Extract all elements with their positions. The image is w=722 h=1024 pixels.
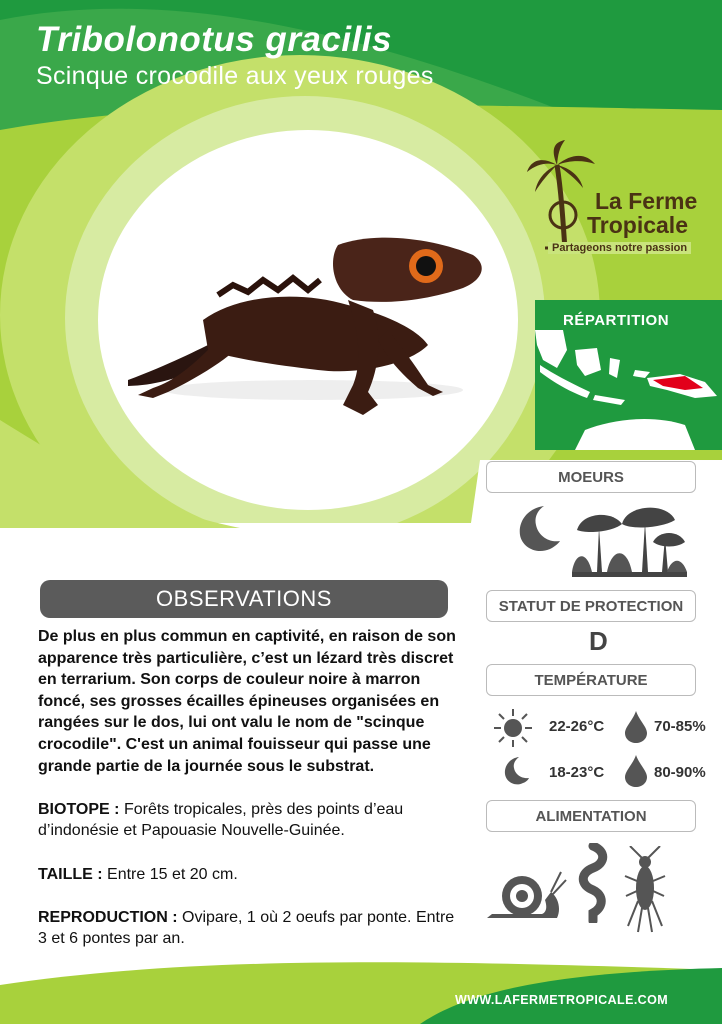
taille-item xyxy=(38,864,463,886)
animal-photo xyxy=(98,130,518,510)
skink-image xyxy=(98,130,518,510)
worm-icon xyxy=(578,843,608,923)
moon-icon xyxy=(514,503,564,553)
observations-banner: OBSERVATIONS xyxy=(40,580,448,618)
biotope-item xyxy=(38,799,463,842)
alimentation-label: ALIMENTATION xyxy=(486,800,696,832)
forest-icon xyxy=(567,502,692,577)
scientific-name: Tribolonotus gracilis xyxy=(36,20,393,59)
common-name: Scinque crocodile aux yeux rouges xyxy=(36,62,434,90)
reproduction-label: REPRODUCTION : xyxy=(38,908,178,926)
day-temperature: 22-26°C xyxy=(549,718,605,735)
statut-value: D xyxy=(589,626,608,656)
statut-label: STATUT DE PROTECTION xyxy=(486,590,696,622)
taille-text: Entre 15 et 20 cm. xyxy=(102,865,238,883)
reproduction-item xyxy=(38,907,463,950)
logo-name-line1: La Ferme xyxy=(595,188,698,214)
night-moon-icon xyxy=(502,756,530,786)
observations-text xyxy=(38,626,463,972)
sun-icon xyxy=(493,708,533,748)
taille-label: TAILLE : xyxy=(38,865,103,883)
humidity-drop-icon xyxy=(625,711,647,743)
night-temperature: 18-23°C xyxy=(549,764,605,781)
cricket-icon xyxy=(622,846,668,934)
biotope-text: Forêts tropicales, près des points d’eau d’indonésie et Papouasie Nouvelle-Guinée. xyxy=(38,800,404,840)
logo-tagline: Partageons notre passion xyxy=(548,242,691,254)
night-humidity-drop-icon xyxy=(625,755,647,787)
observations-paragraph: De plus en plus commun en captivité, en raison de son apparence très particulière, c’est un lézard très discret en terrarium. Son corps de couleur noire à marron foncé, ses grosses écailles épineuses organisées en rangées sur le dos, lui ont valu le nom de "scinque crocodile". C'est un animal fouisseur qui passe une grande partie de la journée sous le substrat. xyxy=(38,628,456,775)
logo-name-line2: Tropicale xyxy=(587,212,688,238)
biotope-label: BIOTOPE : xyxy=(38,800,120,818)
distribution-map-icon xyxy=(535,330,722,450)
repartition-heading: RÉPARTITION xyxy=(563,312,670,329)
moeurs-label: MOEURS xyxy=(486,461,696,493)
snail-icon xyxy=(487,870,567,922)
temperature-label: TEMPÉRATURE xyxy=(486,664,696,696)
website-link[interactable]: WWW.LAFERMETROPICALE.COM xyxy=(455,993,669,1007)
reproduction-text: Ovipare, 1 où 2 oeufs par ponte. Entre 3 et 6 pontes par an. xyxy=(38,908,455,948)
day-humidity: 70-85% xyxy=(654,718,706,735)
night-humidity: 80-90% xyxy=(654,764,706,781)
